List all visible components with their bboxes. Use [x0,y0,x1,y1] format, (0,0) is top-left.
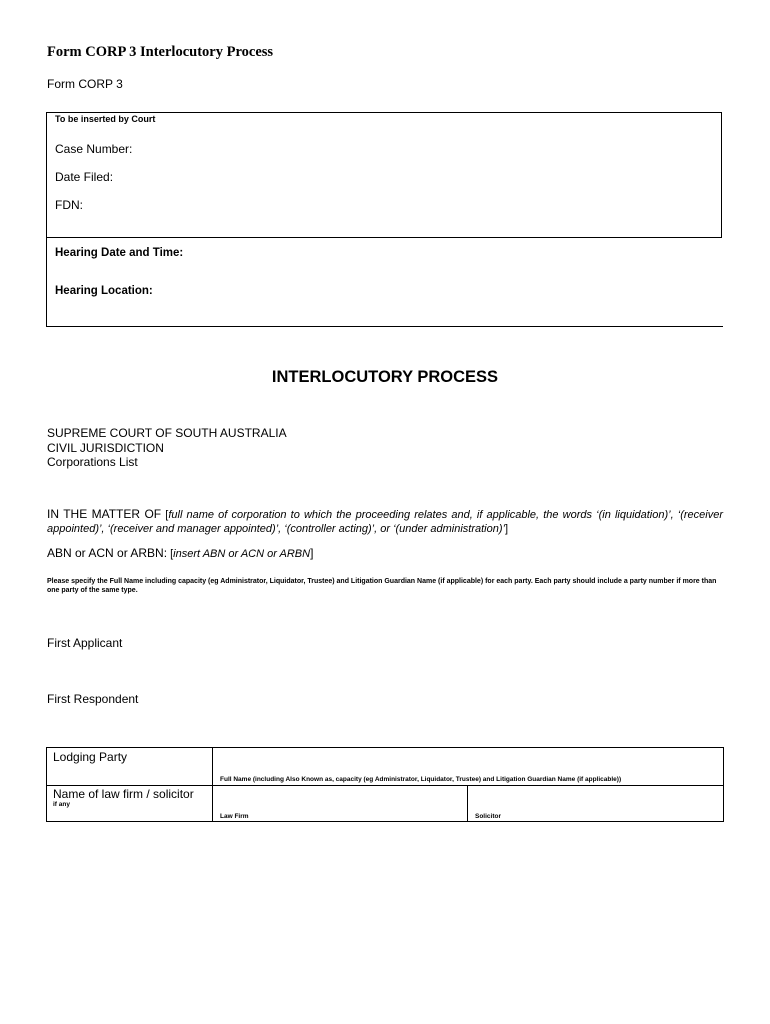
court-name: SUPREME COURT OF SOUTH AUSTRALIA [47,426,287,440]
if-any-label: if any [53,801,70,808]
court-use-box [46,112,722,238]
abn-placeholder: insert ABN or ACN or ARBN [173,548,311,560]
list-name: Corporations List [47,455,138,469]
party-instruction-note: Please specify the Full Name including capacity (eg Administrator, Liquidator, Trustee) and Litigation Guardian Name (if applicable) for each party. Each party should include a party number if more than one party of the same type. [47,578,717,594]
lodging-party-label: Lodging Party [53,750,128,764]
matter-placeholder: full name of corporation to which the proceeding relates and, if applicable, the words ‘(in liquidation)’, ‘(receiver appointed)’, ‘(receiver and manager appointed)’, ‘(controller acting)’, or ‘(under administration)’ [47,509,724,535]
matter-paragraph [47,507,723,536]
matter-bracket-close: ] [504,523,509,535]
law-firm-row [47,786,724,822]
lodging-party-name-cell[interactable] [213,748,724,786]
hearing-date-time-label: Hearing Date and Time: [55,247,184,259]
matter-bracket-open: [ [161,509,169,521]
jurisdiction: CIVIL JURISDICTION [47,441,164,455]
law-firm-label: Name of law firm / solicitor [53,787,194,801]
law-firm-label-cell [47,786,213,822]
hearing-box [46,238,723,327]
lodging-party-row [47,748,724,786]
fdn-label: FDN: [55,198,83,212]
abn-bracket-open: [ [167,548,174,560]
document-title: Form CORP 3 Interlocutory Process [47,44,274,60]
abn-bracket-close: ] [310,546,314,560]
solicitor-caption: Solicitor [475,813,502,820]
abn-line [47,546,313,560]
case-number-label: Case Number: [55,142,133,156]
lodging-party-table [46,747,724,822]
law-firm-caption: Law Firm [220,813,249,820]
date-filed-label: Date Filed: [55,170,114,184]
main-heading: INTERLOCUTORY PROCESS [271,368,499,386]
matter-lead: IN THE MATTER OF [47,507,162,521]
solicitor-cell[interactable] [468,786,724,822]
form-label: Form CORP 3 [47,77,123,91]
court-insert-label: To be inserted by Court [55,114,156,124]
first-respondent-label: First Respondent [47,692,139,706]
full-name-caption: Full Name (including Also Known as, capacity (eg Administrator, Liquidator, Trustee) and Litigation Guardian Name (if applicable)) [220,776,622,783]
abn-label: ABN or ACN or ARBN: [47,546,168,560]
law-firm-cell[interactable] [213,786,468,822]
first-applicant-label: First Applicant [47,636,123,650]
hearing-location-label: Hearing Location: [55,285,153,297]
lodging-party-label-cell [47,748,213,786]
